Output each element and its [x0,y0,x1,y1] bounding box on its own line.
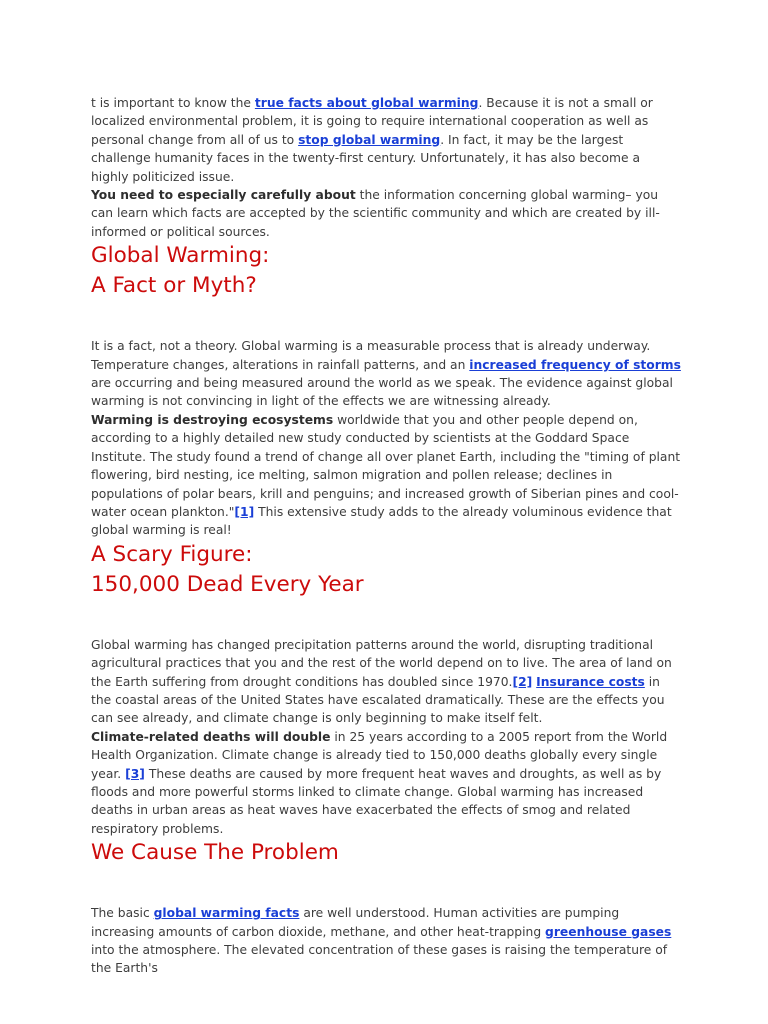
link-global-warming-facts[interactable]: global warming facts [153,906,300,921]
text-segment: . Because it is not a small or localized environmental problem, it is going to require international cooperation as well as personal change from all of us to [91,96,653,147]
text-segment: the information concerning global warming– you can learn which facts are accepted by the scientific community and which are created by ill-informed or political sources. [91,188,660,239]
heading-line: 150,000 Dead Every Year [91,571,364,597]
paragraph-basic-facts [91,904,681,978]
paragraph-precipitation [91,636,681,728]
heading-line: A Fact or Myth? [91,273,257,299]
text-segment: worldwide that you and other people depend on, according to a highly detailed new study conducted by scientists at the Goddard Space Institute. The study found a trend of change all over planet Earth, including the "timing of plant flowering, bird nesting, ice melting, salmon migration and pollen release; declines in populations of polar bears, krill and penguins; and increased growth of Siberian pines and cool-water ocean plankton." [91,412,681,519]
text-segment: are well understood. Human activities are pumping increasing amounts of carbon dioxide, methane, and other heat-trapping [91,906,620,939]
text-segment: . In fact, it may be the largest challenge humanity faces in the twenty-first century. Unfortunately, it has also become a highly politicized issue. [91,132,640,184]
text-segment: It is a fact, not a theory. Global warming is a measurable process that is already underway. Temperature changes, alterations in rainfall patterns, and an [91,339,651,372]
text-segment: t is important to know the [91,96,255,110]
link-stop-global-warming[interactable]: stop global warming [298,132,441,147]
paragraph-fact [91,337,681,411]
heading-line: Global Warming: [91,243,270,269]
text-segment: in the coastal areas of the United States have escalated dramatically. These are the effects you can see already, and climate change is only beginning to make itself felt. [91,674,665,726]
article-body [91,94,681,978]
heading-line: We Cause The Problem [91,840,339,866]
link-greenhouse-gases[interactable]: greenhouse gases [545,924,672,939]
bold-lead: Warming is destroying ecosystems [91,412,334,427]
text-segment: into the atmosphere. The elevated concentration of these gases is raising the temperature of the Earth's [91,943,668,976]
link-insurance-costs[interactable]: Insurance costs [536,674,645,689]
reference-link-3[interactable]: [3] [125,766,145,781]
text-segment: Global warming has changed precipitation patterns around the world, disrupting traditional agricultural practices that you and the rest of the world depend on to live. The area of land on the Earth suffering from drought conditions has doubled since 1970. [91,637,672,689]
heading-we-cause-the-problem [91,838,681,868]
link-true-facts[interactable]: true facts about global warming [254,96,479,110]
heading-scary-figure [91,540,681,600]
reference-link-2[interactable]: [2] [512,674,533,689]
text-segment: This extensive study adds to the already voluminous evidence that global warming is real! [91,504,672,538]
text-segment: are occurring and being measured around the world as we speak. The evidence against global warming is not convincing in light of the effects we are witnessing already. [91,376,673,409]
link-increased-frequency-of-storms[interactable]: increased frequency of storms [469,357,681,372]
reference-link-1[interactable]: [1] [234,504,255,519]
bold-lead: You need to especially carefully about [91,188,356,203]
text-segment: in 25 years according to a 2005 report from the World Health Organization. Climate change is already tied to 150,000 deaths globally every single year. [91,729,668,781]
text-segment: These deaths are caused by more frequent heat waves and droughts, as well as by floods and more powerful storms linked to climate change. Global warming has increased deaths in urban areas as heat waves have exacerbated the effects of smog and related respiratory problems. [91,766,662,836]
paragraph-careful [91,186,681,241]
paragraph-ecosystems [91,411,681,540]
text-segment: The basic [91,906,154,921]
paragraph-intro [91,94,681,186]
heading-line: A Scary Figure: [91,541,253,567]
heading-fact-or-myth [91,241,681,301]
bold-lead: Climate-related deaths will double [91,729,331,744]
paragraph-climate-deaths [91,728,681,838]
